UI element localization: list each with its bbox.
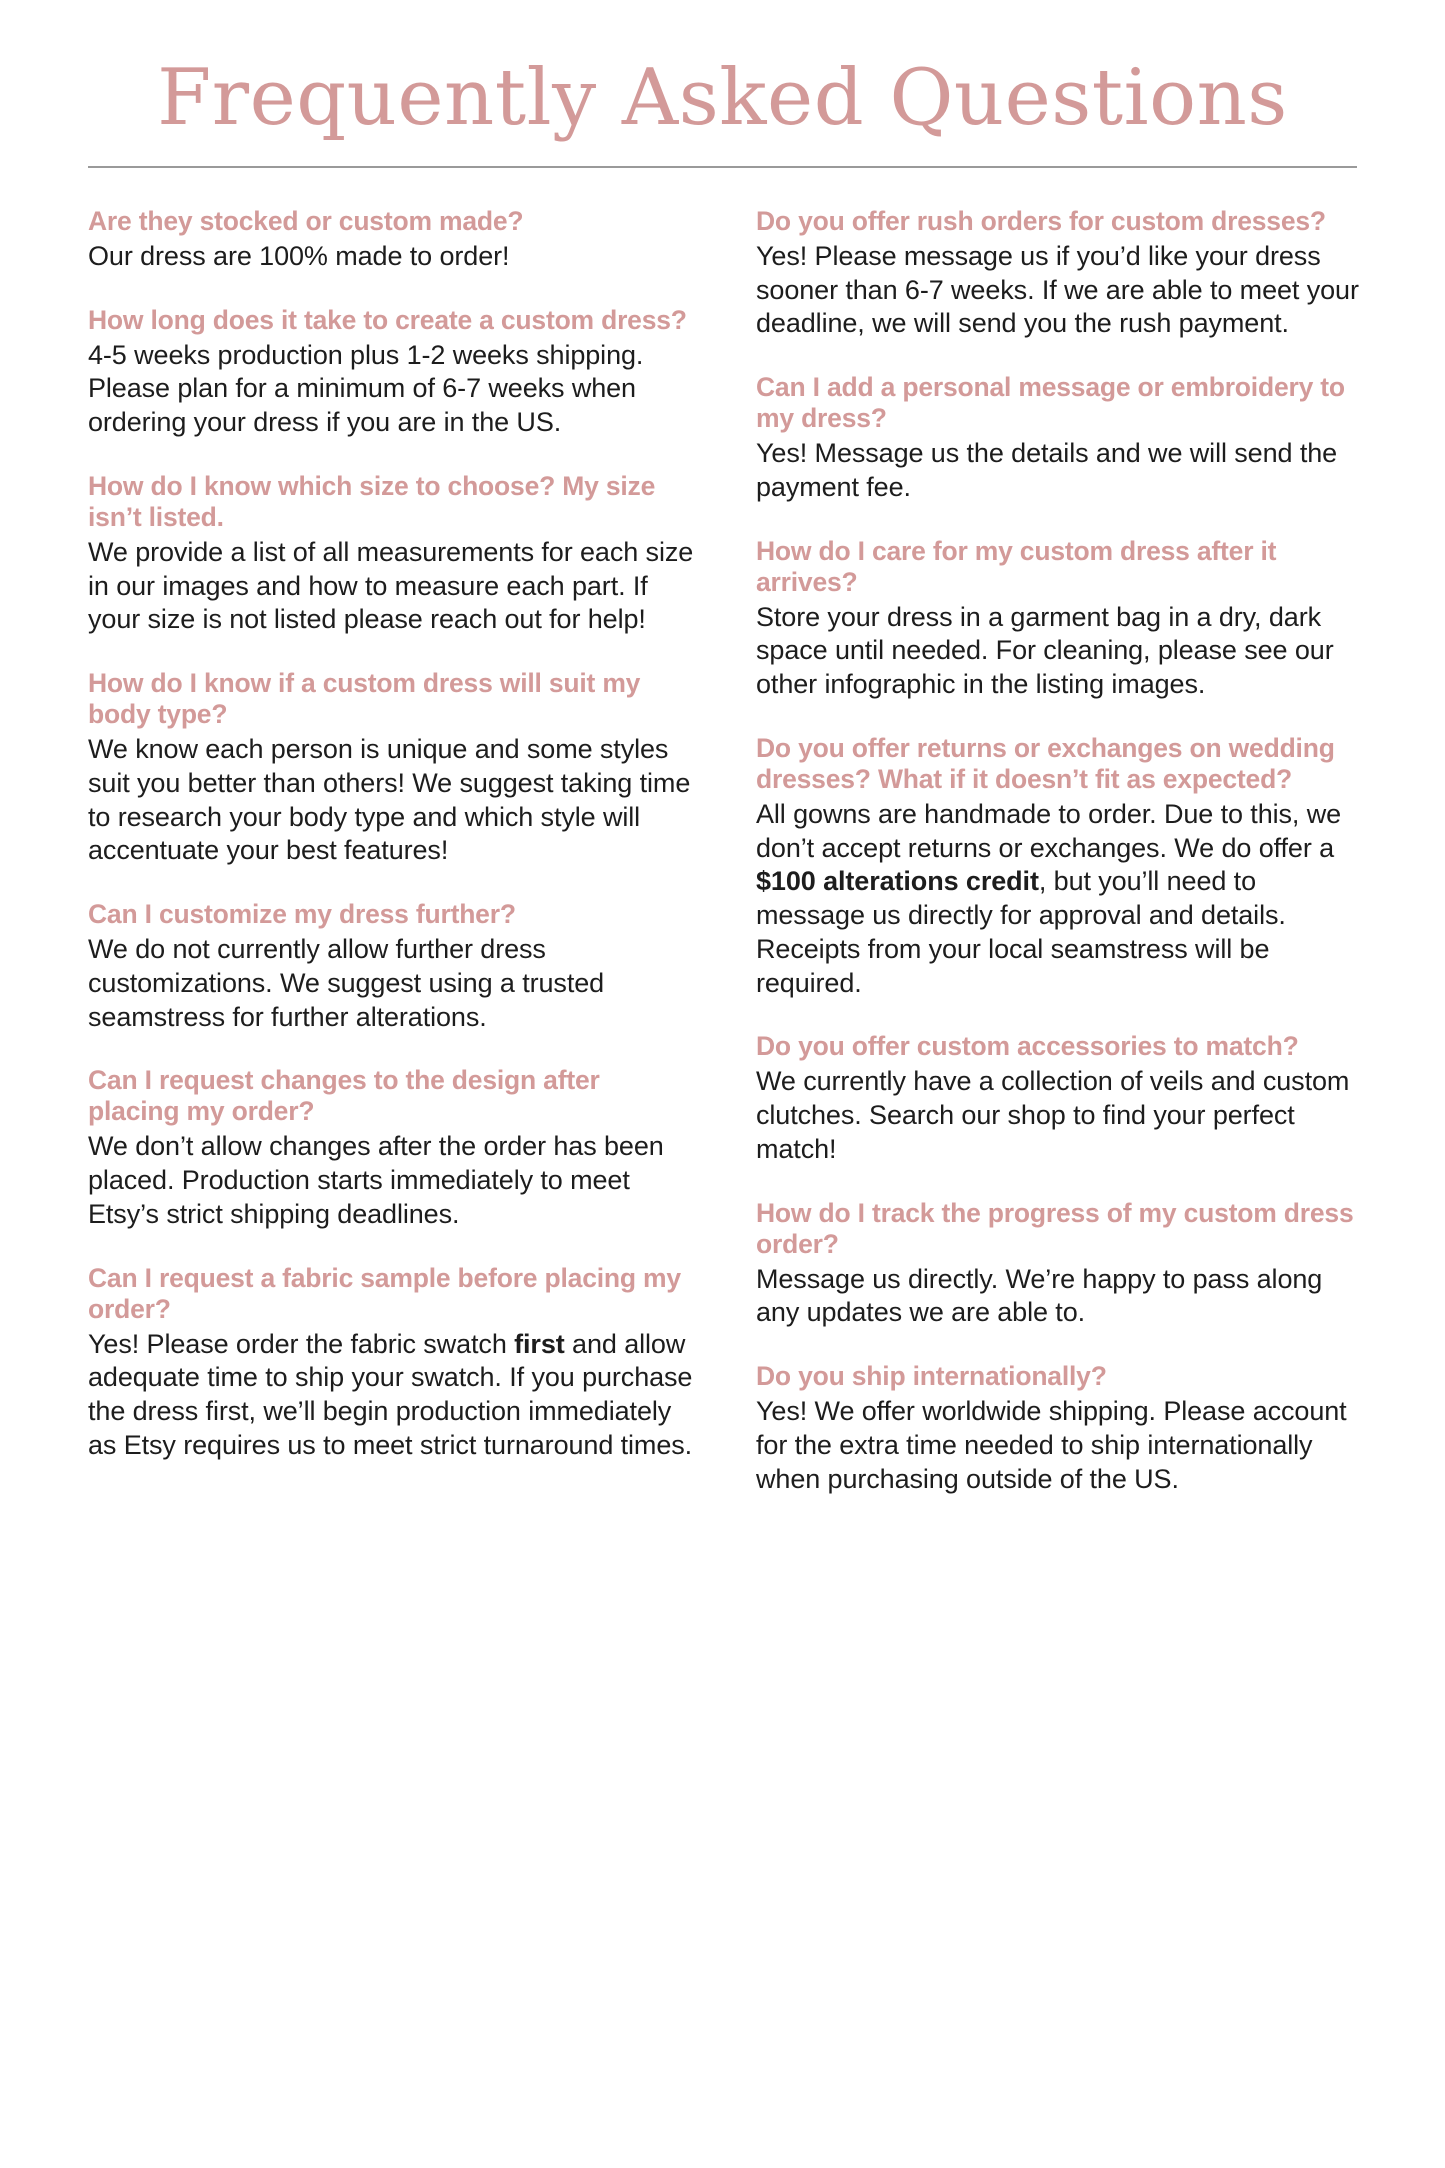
faq-question: Do you offer rush orders for custom dresses? [756, 205, 1326, 236]
faq-question: Do you offer returns or exchanges on wedding dresses? What if it doesn’t fit as expected? [756, 732, 1335, 794]
title-divider [88, 166, 1357, 168]
faq-answer: Message us directly. We’re happy to pass along any updates we are able to. [756, 1263, 1323, 1328]
faq-answer: 4-5 weeks production plus 1-2 weeks shipping. Please plan for a minimum of 6-7 weeks when ordering your dress if you are in the US. [88, 339, 644, 438]
faq-item [756, 733, 1364, 1001]
faq-item [756, 1198, 1364, 1331]
faq-question: Are they stocked or custom made? [88, 205, 524, 236]
faq-answer: All gowns are handmade to order. Due to this, we don’t accept returns or exchanges. We do offer a $100 alterations credit, but you’ll need to message us directly for approval and details. Receipts from your local seamstress will be required. [756, 798, 1342, 998]
faq-item [756, 536, 1364, 702]
faq-question: Can I request changes to the design after placing my order? [88, 1065, 600, 1127]
faq-question: Can I customize my dress further? [88, 899, 516, 930]
faq-column-right [756, 206, 1364, 1497]
faq-question: How long does it take to create a custom dress? [88, 304, 687, 335]
faq-item [756, 1361, 1364, 1496]
faq-columns [88, 206, 1357, 1497]
faq-item [88, 471, 696, 637]
faq-question: Do you ship internationally? [756, 1361, 1107, 1392]
faq-answer: Yes! Please message us if you’d like your dress sooner than 6-7 weeks. If we are able to meet your deadline, we will send you the rush payment. [756, 240, 1359, 339]
faq-answer: Our dress are 100% made to order! [88, 240, 510, 271]
faq-answer: Yes! We offer worldwide shipping. Please account for the extra time needed to ship internationally when purchasing outside of the US. [756, 1396, 1347, 1494]
faq-answer: We currently have a collection of veils and custom clutches. Search our shop to find your perfect match! [756, 1066, 1350, 1164]
faq-question: How do I care for my custom dress after it arrives? [756, 535, 1277, 597]
faq-item [88, 668, 696, 868]
faq-answer: We do not currently allow further dress customizations. We suggest using a trusted seamstress for further alterations. [88, 934, 605, 1032]
faq-question: How do I track the progress of my custom dress order? [756, 1197, 1354, 1259]
faq-item [88, 206, 696, 274]
faq-column-left [88, 206, 696, 1463]
faq-answer: Store your dress in a garment bag in a dry, dark space until needed. For cleaning, please see our other infographic in the listing images. [756, 601, 1334, 700]
faq-item [756, 206, 1364, 341]
faq-answer: We know each person is unique and some styles suit you better than others! We suggest taking time to research your body type and which style will accentuate your best features! [88, 734, 691, 866]
faq-question: Do you offer custom accessories to match? [756, 1031, 1299, 1062]
faq-item [88, 1065, 696, 1231]
faq-question: Can I request a fabric sample before placing my order? [88, 1262, 681, 1324]
faq-item [88, 305, 696, 440]
faq-answer: Yes! Message us the details and we will send the payment fee. [756, 438, 1338, 502]
faq-item [88, 1263, 696, 1463]
faq-question: How do I know which size to choose? My size isn’t listed. [88, 470, 656, 532]
faq-answer: Yes! Please order the fabric swatch first and allow adequate time to ship your swatch. If you purchase the dress first, we’ll begin production immediately as Etsy requires us to meet strict turnaround times. [88, 1328, 693, 1460]
faq-item [756, 372, 1364, 505]
page-title: Frequently Asked Questions [157, 53, 1288, 143]
faq-answer: We provide a list of all measurements for each size in our images and how to measure each part. If your size is not listed please reach out for help! [88, 536, 694, 635]
faq-answer: We don’t allow changes after the order has been placed. Production starts immediately to meet Etsy’s strict shipping deadlines. [88, 1131, 664, 1229]
faq-item [88, 899, 696, 1034]
faq-question: Can I add a personal message or embroidery to my dress? [756, 372, 1345, 434]
faq-item [756, 1031, 1364, 1166]
faq-question: How do I know if a custom dress will suit my body type? [88, 668, 641, 730]
